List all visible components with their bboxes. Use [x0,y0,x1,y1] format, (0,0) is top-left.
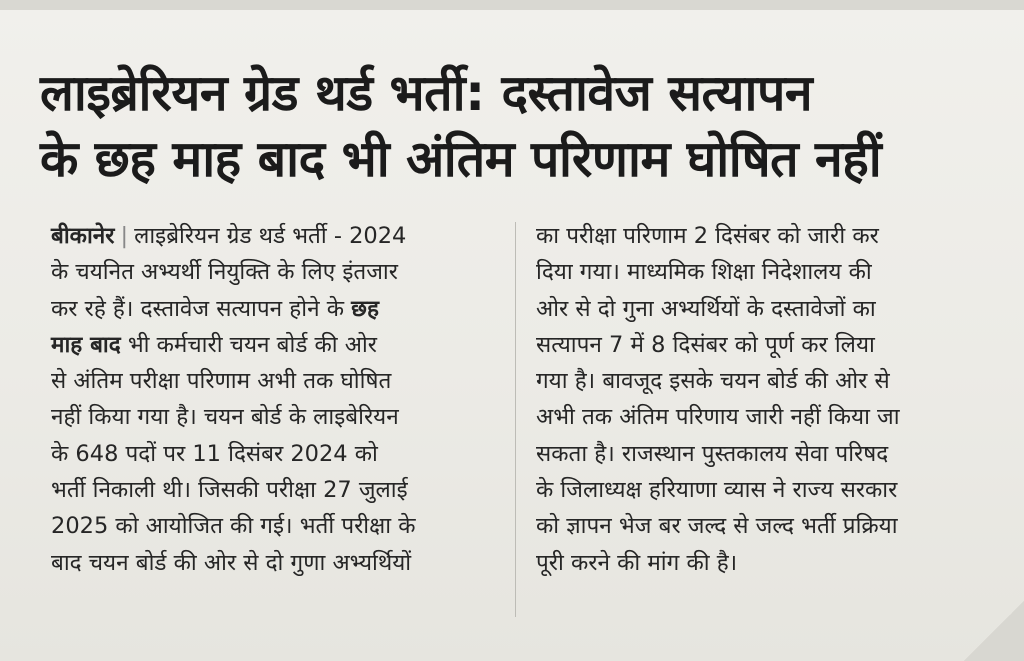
article-column-right [536,218,988,581]
column-divider [515,222,516,617]
top-edge [0,0,1024,10]
article-line: पूरी करने की मांग की है। [536,549,738,576]
bold-phrase: छह [351,295,379,322]
dateline-separator: | [120,223,129,249]
dateline: बीकानेर [51,223,115,249]
page-corner-fold [964,601,1024,661]
article-line [51,327,499,363]
article-line: के जिलाध्यक्ष हरियाणा व्यास ने राज्य सरकार [536,477,898,504]
article-text: भी कर्मचारी चयन बोर्ड की ओर [127,331,377,358]
article-column-left [51,218,499,581]
article-line: गया है। बावजूद इसके चयन बोर्ड की ओर से [536,368,890,395]
article-line: के चयनित अभ्यर्थी नियुक्ति के लिए इंतजार [51,259,398,286]
article-line: ओर से दो गुना अभ्यर्थियों के दस्तावेजों का [536,295,876,322]
article-line: दिया गया। माध्यमिक शिक्षा निदेशालय की [536,259,872,286]
article-line: के 648 पदों पर 11 दिसंबर 2024 को [51,440,378,467]
article-line: सत्यापन 7 में 8 दिसंबर को पूर्ण कर लिया [536,331,875,358]
article-line: को ज्ञापन भेज बर जल्द से जल्द भर्ती प्रक्रिया [536,513,898,540]
article-line [51,291,499,327]
article-line: का परीक्षा परिणाम 2 दिसंबर को जारी कर [536,223,879,249]
article-text: कर रहे हैं। दस्तावेज सत्यापन होने के [51,295,345,322]
article-line: से अंतिम परीक्षा परिणाम अभी तक घोषित [51,368,392,395]
article-line: अभी तक अंतिम परिणाय जारी नहीं किया जा [536,404,900,431]
bold-phrase: माह बाद [51,331,121,358]
article-line: सकता है। राजस्थान पुस्तकालय सेवा परिषद [536,440,889,467]
article-line [51,218,499,254]
headline-line-1: लाइब्रेरियन ग्रेड थर्ड भर्ती: दस्तावेज सत्यापन [40,64,813,122]
article-line: बाद चयन बोर्ड की ओर से दो गुणा अभ्यर्थियों [51,549,412,576]
headline-line-2: के छह माह बाद भी अंतिम परिणाम घोषित नहीं [40,130,882,188]
article-line: भर्ती निकाली थी। जिसकी परीक्षा 27 जुलाई [51,477,408,504]
headline [40,60,990,192]
article-text: लाइब्रेरियन ग्रेड थर्ड भर्ती - 2024 [134,223,407,249]
article-line: नहीं किया गया है। चयन बोर्ड के लाइबेरियन [51,404,399,431]
article-line: 2025 को आयोजित की गई। भर्ती परीक्षा के [51,513,416,540]
